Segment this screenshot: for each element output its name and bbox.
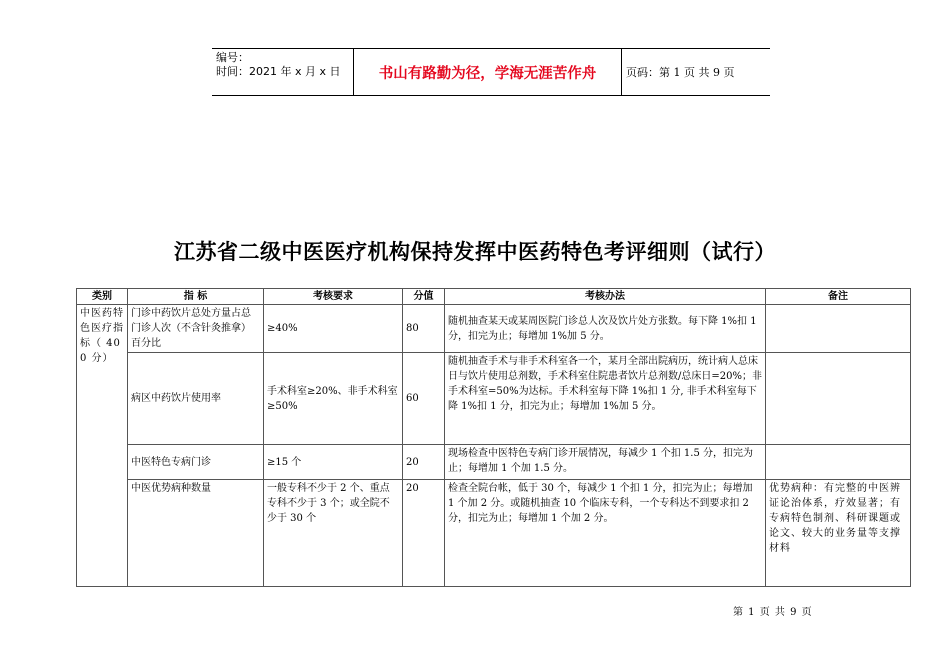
score-cell: 80 [403, 305, 445, 353]
method-cell: 现场检查中医特色专病门诊开展情况，每减少 1 个扣 1.5 分，扣完为止；每增加 1 个加 1.5 分。 [445, 445, 766, 480]
method-cell: 随机抽查手术与非手术科室各一个，某月全部出院病历，统计病人总床日与饮片使用总剂数，手术科室住院患者饮片总剂数/总床日=20%；非手术科室=50%为达标。手术科室每下降 1%扣 1 分, 非手术科室每下降 1%扣 1 分，扣完为止；每增加 1%加 5 分。 [445, 353, 766, 445]
note-cell [766, 305, 911, 353]
motto: 书山有路勤为径，学海无涯苦作舟 [354, 49, 622, 95]
indicator-cell: 中医优势病种数量 [128, 480, 264, 587]
table-row [77, 305, 911, 353]
serial-label: 编号： [216, 51, 249, 64]
col-header-method: 考核办法 [445, 289, 766, 305]
col-header-score: 分值 [403, 289, 445, 305]
score-cell: 60 [403, 353, 445, 445]
page-footer: 第 1 页 共 9 页 [733, 607, 813, 618]
requirement-cell: 一般专科不少于 2 个、重点专科不少于 3 个；或全院不少于 30 个 [264, 480, 403, 587]
category-cell: 中医药特色医疗指标（ 400 分） [77, 305, 128, 587]
col-header-note: 备注 [766, 289, 911, 305]
requirement-cell: ≥15 个 [264, 445, 403, 480]
table-row [77, 480, 911, 587]
page-code: 页码：第 1 页 共 9 页 [626, 66, 735, 79]
indicator-cell: 中医特色专病门诊 [128, 445, 264, 480]
method-cell: 随机抽查某天或某周医院门诊总人次及饮片处方张数。每下降 1%扣 1 分，扣完为止；每增加 1%加 5 分。 [445, 305, 766, 353]
document-title: 江苏省二级中医医疗机构保持发挥中医药特色考评细则（试行） [174, 240, 776, 264]
table-row [77, 445, 911, 480]
table-row [77, 353, 911, 445]
indicator-cell: 病区中药饮片使用率 [128, 353, 264, 445]
time-label: 时间：2021 年 x 月 x 日 [216, 65, 341, 78]
note-cell [766, 445, 911, 480]
col-header-category: 类别 [77, 289, 128, 305]
evaluation-table [76, 288, 911, 587]
col-header-requirement: 考核要求 [264, 289, 403, 305]
table-header-row [77, 289, 911, 305]
score-cell: 20 [403, 445, 445, 480]
header-meta [212, 49, 354, 95]
note-cell [766, 353, 911, 445]
requirement-cell: 手术科室≥20%、非手术科室≥50% [264, 353, 403, 445]
col-header-indicator: 指 标 [128, 289, 264, 305]
indicator-cell: 门诊中药饮片总处方量占总门诊人次（不含针灸推拿）百分比 [128, 305, 264, 353]
score-cell: 20 [403, 480, 445, 587]
method-cell: 检查全院台帐，低于 30 个，每减少 1 个扣 1 分，扣完为止；每增加 1 个加 2 分。或随机抽查 10 个临床专科，一个专科达不到要求扣 2 分，扣完为止；每增加 1 个加 2 分。 [445, 480, 766, 587]
page-header [212, 48, 770, 96]
note-cell: 优势病种：有完整的中医辨证论治体系，疗效显著；有专病特色制剂、科研课题或论文、较大的业务量等支撑材料 [766, 480, 911, 587]
requirement-cell: ≥40% [264, 305, 403, 353]
